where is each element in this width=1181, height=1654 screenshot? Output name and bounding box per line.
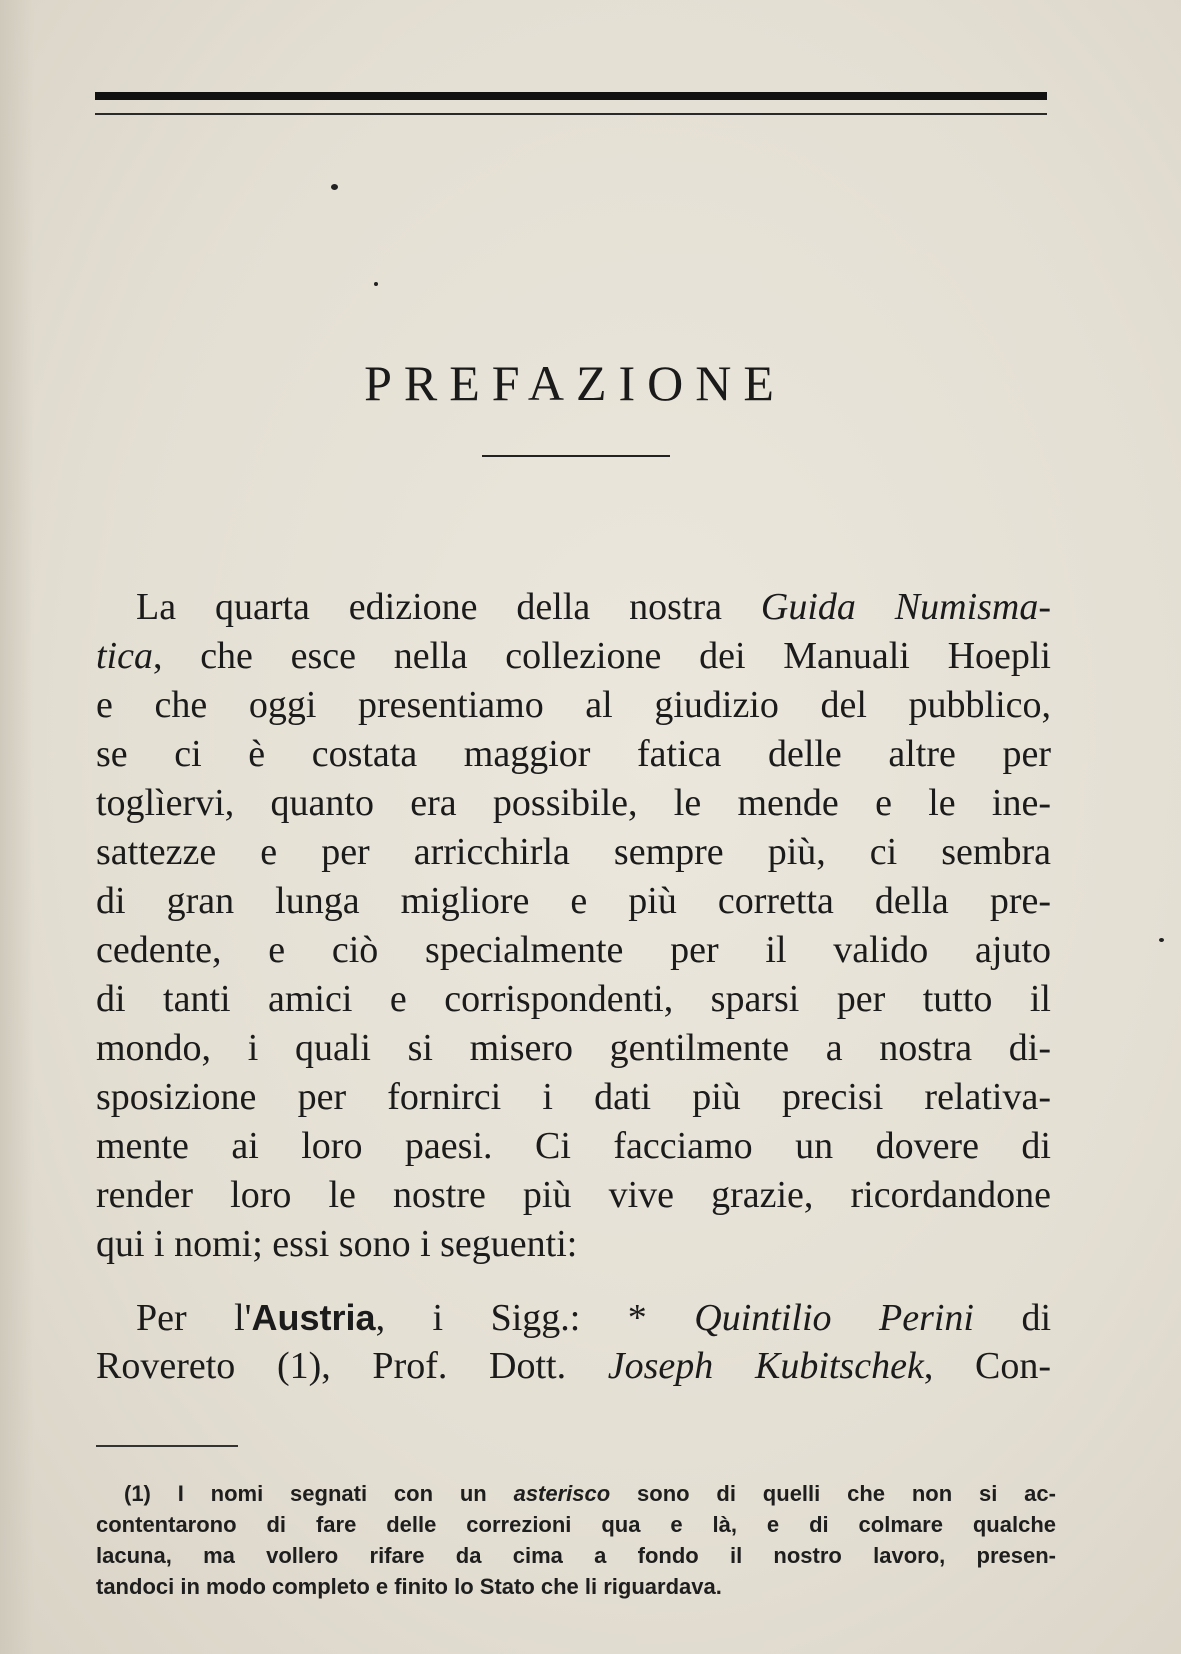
italic-title-run: Guida Numisma- bbox=[760, 586, 1052, 628]
text-run: , Con- bbox=[923, 1345, 1051, 1387]
footnote-line bbox=[96, 1478, 1056, 1509]
page-edge-shadow bbox=[0, 0, 34, 1654]
text-run: , i Sigg.: * bbox=[375, 1297, 695, 1339]
text-line: render loro le nostre più vive grazie, ricordandone bbox=[96, 1174, 1051, 1216]
ink-speck bbox=[1159, 938, 1164, 942]
text-line: qui i nomi; essi sono i seguenti: bbox=[96, 1223, 578, 1265]
footnote-separator bbox=[96, 1445, 238, 1447]
text-run: La quarta edizione della nostra bbox=[136, 586, 761, 628]
header-rule-thick bbox=[95, 92, 1047, 100]
text-line bbox=[96, 632, 1051, 681]
text-line: toglìervi, quanto era possibile, le mende e le ine- bbox=[96, 782, 1051, 824]
text-run: Rovereto (1), Prof. Dott. bbox=[96, 1345, 608, 1387]
text-line: di gran lunga migliore e più corretta della pre- bbox=[96, 880, 1051, 922]
preface-body bbox=[96, 583, 1051, 1391]
person-name: Quintilio Perini bbox=[694, 1297, 974, 1339]
text-line bbox=[96, 1293, 1051, 1342]
text-line: di tanti amici e corrispondenti, sparsi per tutto il bbox=[96, 978, 1051, 1020]
ink-speck bbox=[374, 282, 378, 286]
text-run: di bbox=[973, 1297, 1051, 1339]
text-line: sposizione per fornirci i dati più precisi relativa- bbox=[96, 1076, 1051, 1118]
person-name: Joseph Kubitschek bbox=[607, 1345, 924, 1387]
footnote-line: contentarono di fare delle correzioni qua e là, e di colmare qualche bbox=[96, 1512, 1056, 1537]
text-line: cedente, e ciò specialmente per il valido ajuto bbox=[96, 929, 1051, 971]
footnote bbox=[96, 1478, 1056, 1602]
footnote-line: lacuna, ma vollero rifare da cima a fondo il nostro lavoro, presen- bbox=[96, 1543, 1056, 1568]
text-line: se ci è costata maggior fatica delle altre per bbox=[96, 733, 1051, 775]
ink-speck bbox=[331, 184, 338, 190]
page-title: PREFAZIONE bbox=[364, 355, 786, 411]
text-line bbox=[96, 1342, 1051, 1391]
text-line: mondo, i quali si misero gentilmente a nostra di- bbox=[96, 1027, 1051, 1069]
header-rule-thin bbox=[95, 113, 1047, 115]
text-line: mente ai loro paesi. Ci facciamo un dovere di bbox=[96, 1125, 1051, 1167]
text-run: (1) I nomi segnati con un bbox=[124, 1481, 514, 1506]
text-run: Per l' bbox=[136, 1297, 252, 1339]
text-line bbox=[96, 583, 1051, 632]
country-name: Austria bbox=[251, 1297, 376, 1338]
title-underline bbox=[482, 455, 670, 457]
text-run: , che esce nella collezione dei Manuali Hoepli bbox=[152, 635, 1051, 677]
text-run: sono di quelli che non si ac- bbox=[610, 1481, 1056, 1506]
text-line: sattezze e per arricchirla sempre più, ci sembra bbox=[96, 831, 1051, 873]
text-run: asterisco bbox=[513, 1481, 611, 1506]
footnote-line: tandoci in modo completo e finito lo Stato che li riguardava. bbox=[96, 1574, 722, 1599]
italic-title-run: tica bbox=[96, 635, 153, 677]
text-line: e che oggi presentiamo al giudizio del pubblico, bbox=[96, 684, 1051, 726]
